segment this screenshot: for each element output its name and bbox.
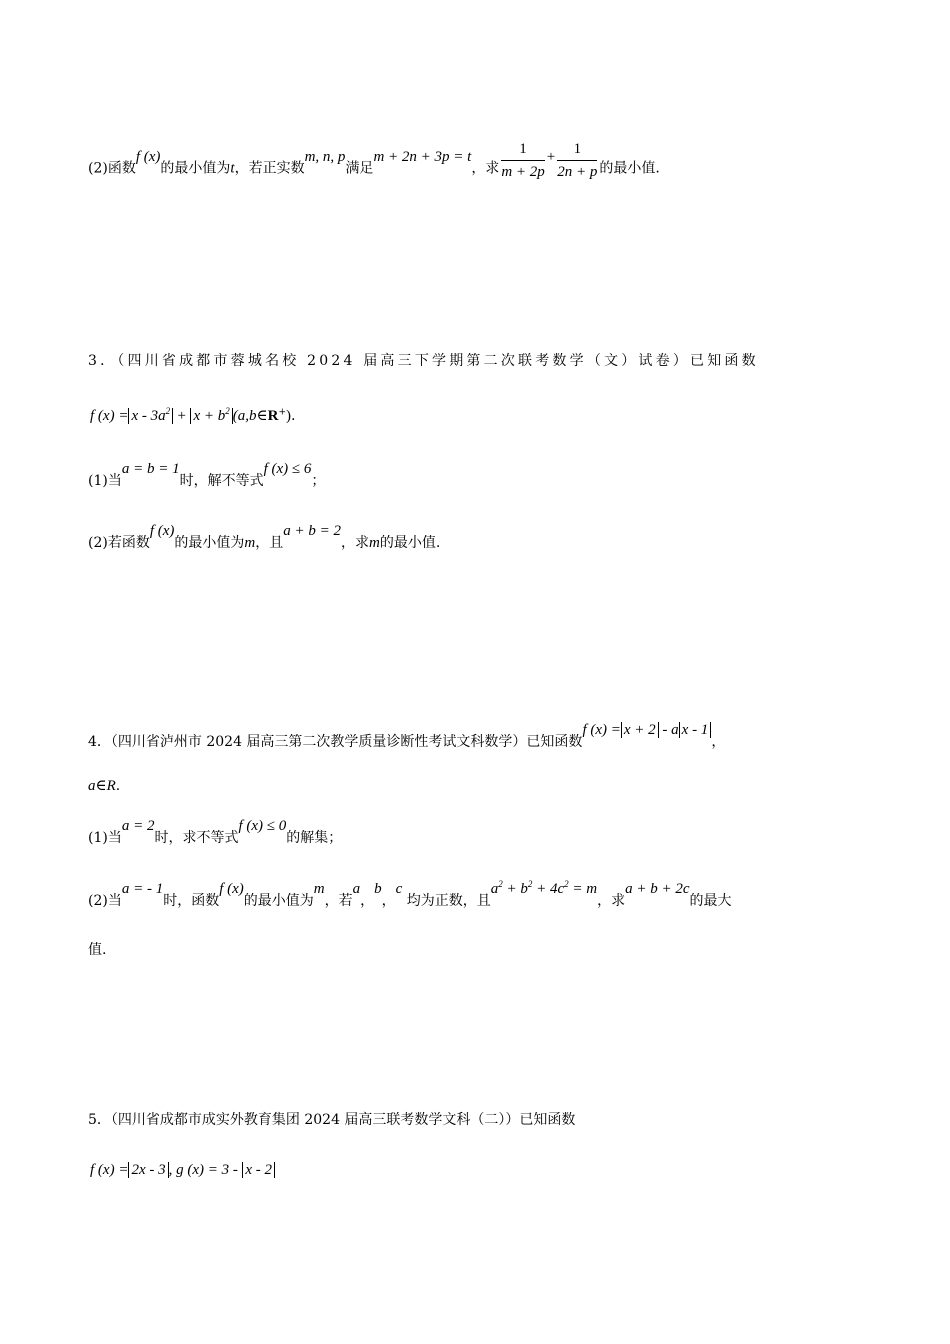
problem4-part2-continued: 值.	[88, 942, 107, 958]
fraction-2: $\frac{1}{2n + p}$	[557, 141, 598, 180]
sum-of-squares-equation: $a^2 + b^2 + 4c^2 = m$	[490, 879, 598, 897]
problem4-part1: (1)当a = 2时，求不等式f (x) ≤ 0的解集；	[88, 818, 343, 846]
problem4-part2: (2)当a = - 1时，函数f (x)的最小值为m，若a，b，c 均为正数，且$a^2 + b^2 + 4c^2 = m$，求a + b + 2c的最大	[88, 879, 732, 909]
problem3-formula: f $(x) = x - 3a^2 + x + b^2$ (a,b∈R+).	[90, 406, 296, 424]
problem3-header: 3．（四川省成都市蓉城名校 2024 届高三下学期第二次联考数学（文）试卷）已知函数	[88, 353, 759, 369]
problem3-part2: (2)若函数f (x)的最小值为m，且a + b = 2，求m的最小值.	[88, 523, 441, 551]
problem5-formula: f (x) = 2x - 3 , g (x) = 3 - x - 2	[90, 1160, 275, 1180]
fraction-1: $\frac{1}{m + 2p}$	[501, 141, 545, 180]
problem4-header: 4．（四川省泸州市 2024 届高三第二次教学质量诊断性考试文科数学）已知函数f (x) = x + 2 - a x - 1，	[88, 722, 726, 750]
problem4-domain: a∈R.	[88, 778, 121, 794]
problem2-part2: (2)函数f (x)的最小值为t，若正实数m, n, p满足m + 2n + 3p = t，求 $\frac{1}{m + 2p}$ + $\frac{1}{2n + p}$ 的最小值.	[88, 141, 660, 180]
condition-equation: m + 2n + 3p = t	[373, 148, 472, 165]
problem5-header: 5．（四川省成都市成实外教育集团 2024 届高三联考数学文科（二））已知函数	[88, 1112, 576, 1128]
fx-expression: f (x)	[135, 148, 161, 165]
problem3-part1: (1)当a = b = 1时，解不等式f (x) ≤ 6；	[88, 461, 326, 489]
